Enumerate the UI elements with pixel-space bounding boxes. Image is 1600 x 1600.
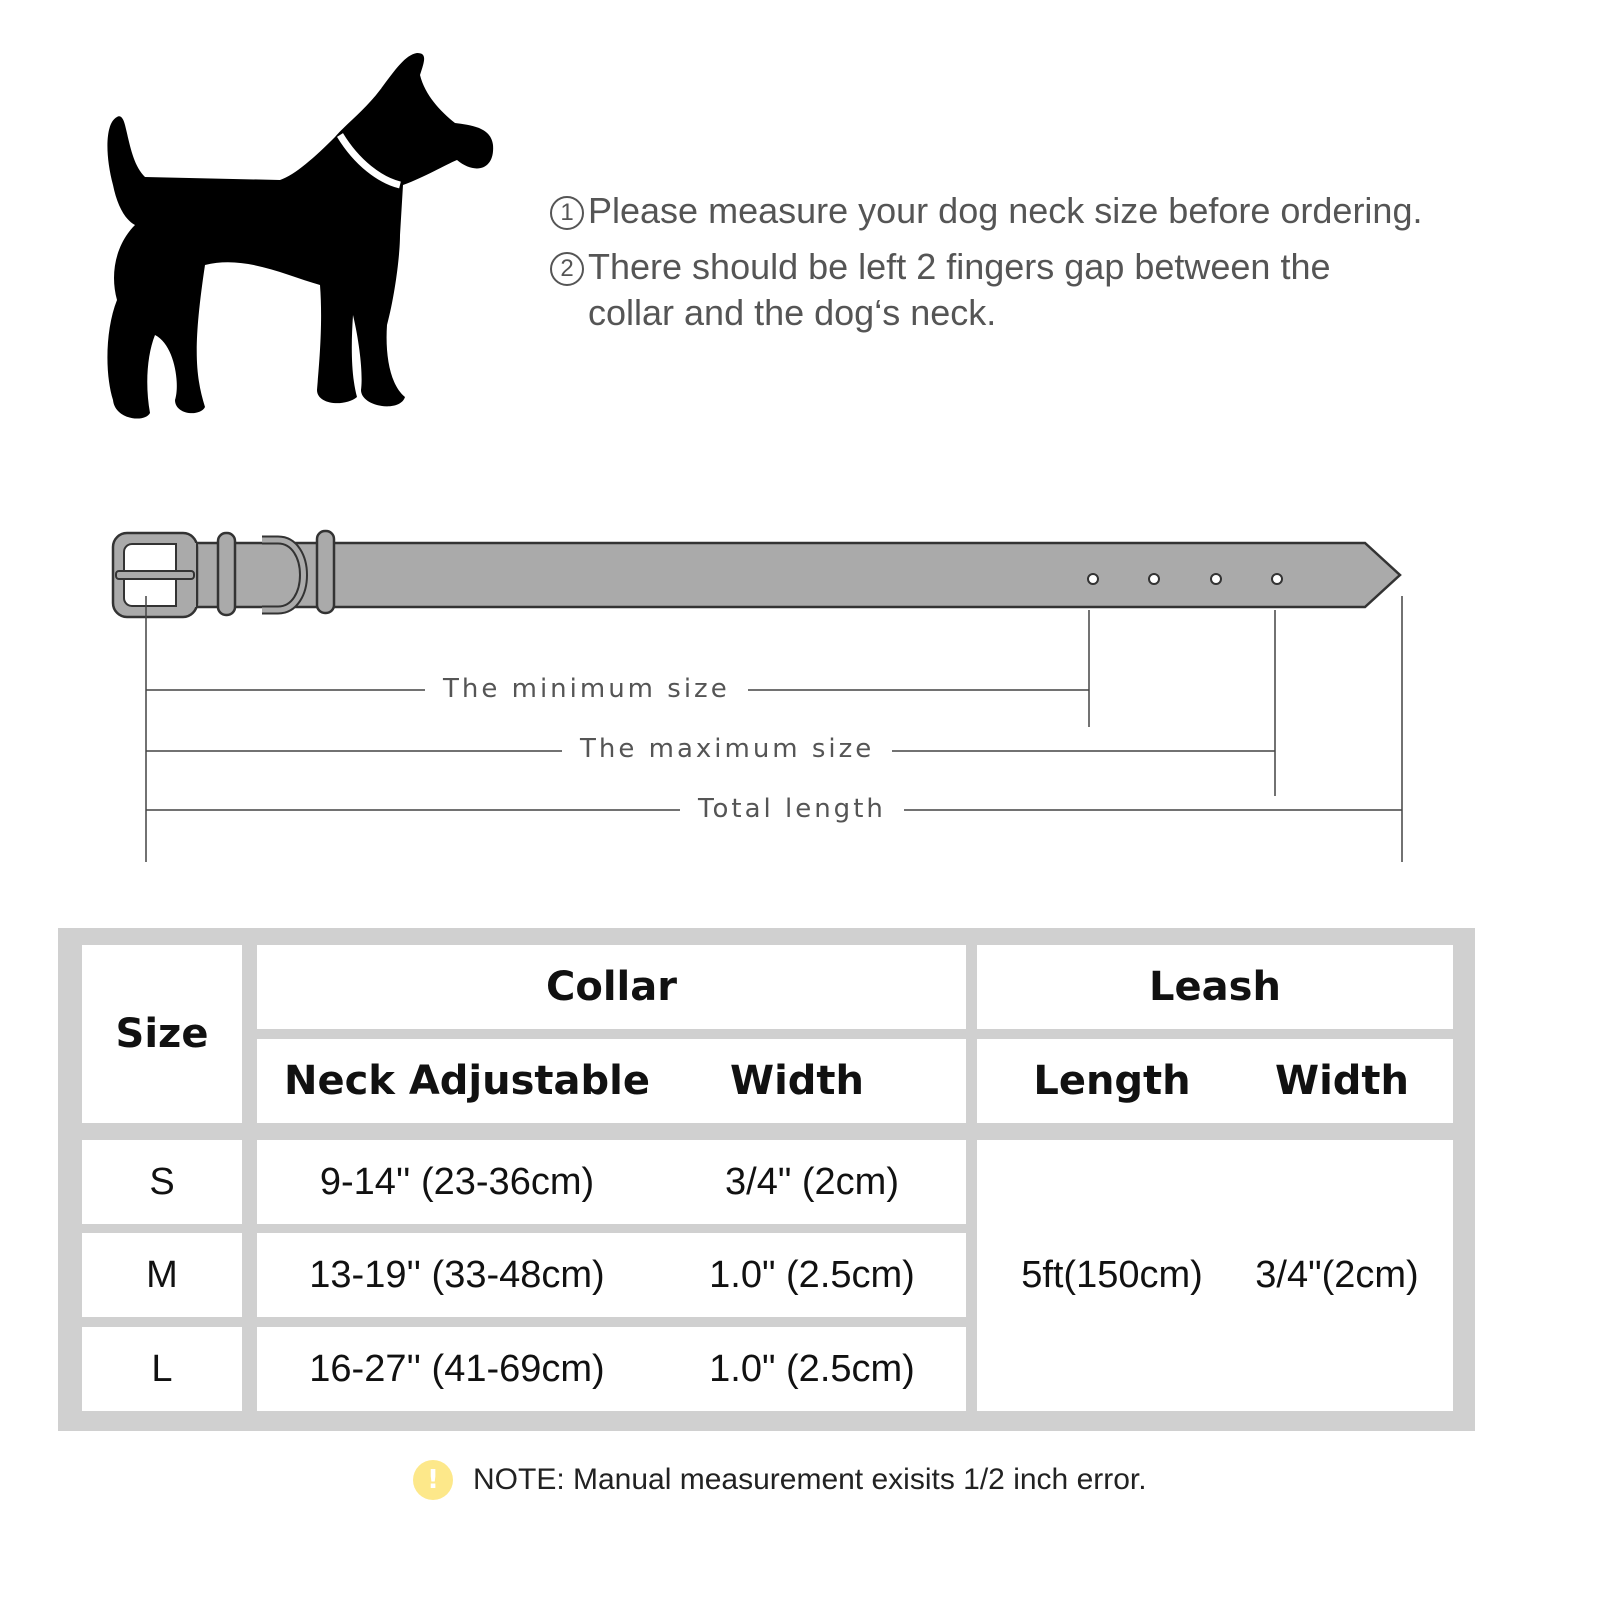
leash-header: Leash xyxy=(977,945,1453,1029)
instruction-2-continued: collar and the dog‘s neck. xyxy=(588,292,997,333)
minimum-size-label: The minimum size xyxy=(425,674,748,704)
maximum-size-label: The maximum size xyxy=(562,734,892,764)
size-header: Size xyxy=(82,945,242,1123)
table-row xyxy=(257,1140,966,1224)
collar-hole xyxy=(1088,574,1098,584)
neck-adjustable-header: Neck Adjustable xyxy=(283,1058,650,1104)
warning-icon: ! xyxy=(413,1460,453,1500)
collar-header: Collar xyxy=(257,945,966,1029)
leash-spec-cell xyxy=(977,1140,1453,1411)
collar-width-value: 1.0" (2.5cm) xyxy=(709,1253,915,1296)
table-row-size: M xyxy=(82,1233,242,1317)
step-marker-2: 2 xyxy=(550,252,584,286)
table-row-size: S xyxy=(82,1140,242,1224)
collar-width-value: 1.0" (2.5cm) xyxy=(709,1347,915,1390)
leash-width-header: Width xyxy=(1274,1058,1410,1104)
instruction-2-text: There should be left 2 fingers gap between the xyxy=(588,246,1331,287)
collar-hole xyxy=(1272,574,1282,584)
step-marker-1: 1 xyxy=(550,196,584,230)
leash-width-value: 3/4"(2cm) xyxy=(1255,1254,1419,1296)
total-length-label: Total length xyxy=(680,794,904,824)
collar-subheader-row xyxy=(257,1039,966,1123)
table-row xyxy=(257,1233,966,1317)
note-text: NOTE: Manual measurement exisits 1/2 inch error. xyxy=(473,1463,1147,1496)
collar-width-value: 3/4" (2cm) xyxy=(725,1160,899,1203)
leash-length-value: 5ft(150cm) xyxy=(1021,1254,1203,1296)
keeper-loop xyxy=(317,531,334,613)
buckle-icon xyxy=(113,533,197,617)
neck-size-value: 16-27'' (41-69cm) xyxy=(309,1347,605,1390)
neck-size-value: 13-19'' (33-48cm) xyxy=(309,1253,605,1296)
instruction-1-text: Please measure your dog neck size before ordering. xyxy=(588,190,1423,231)
collar-width-header: Width xyxy=(729,1058,865,1104)
table-row xyxy=(257,1327,966,1411)
leash-length-header: Length xyxy=(1033,1058,1191,1104)
collar-hole xyxy=(1211,574,1221,584)
collar-hole xyxy=(1149,574,1159,584)
table-row-size: L xyxy=(82,1327,242,1411)
keeper-loop xyxy=(218,533,235,615)
leash-subheader-row xyxy=(977,1039,1453,1123)
neck-size-value: 9-14'' (23-36cm) xyxy=(319,1160,595,1203)
